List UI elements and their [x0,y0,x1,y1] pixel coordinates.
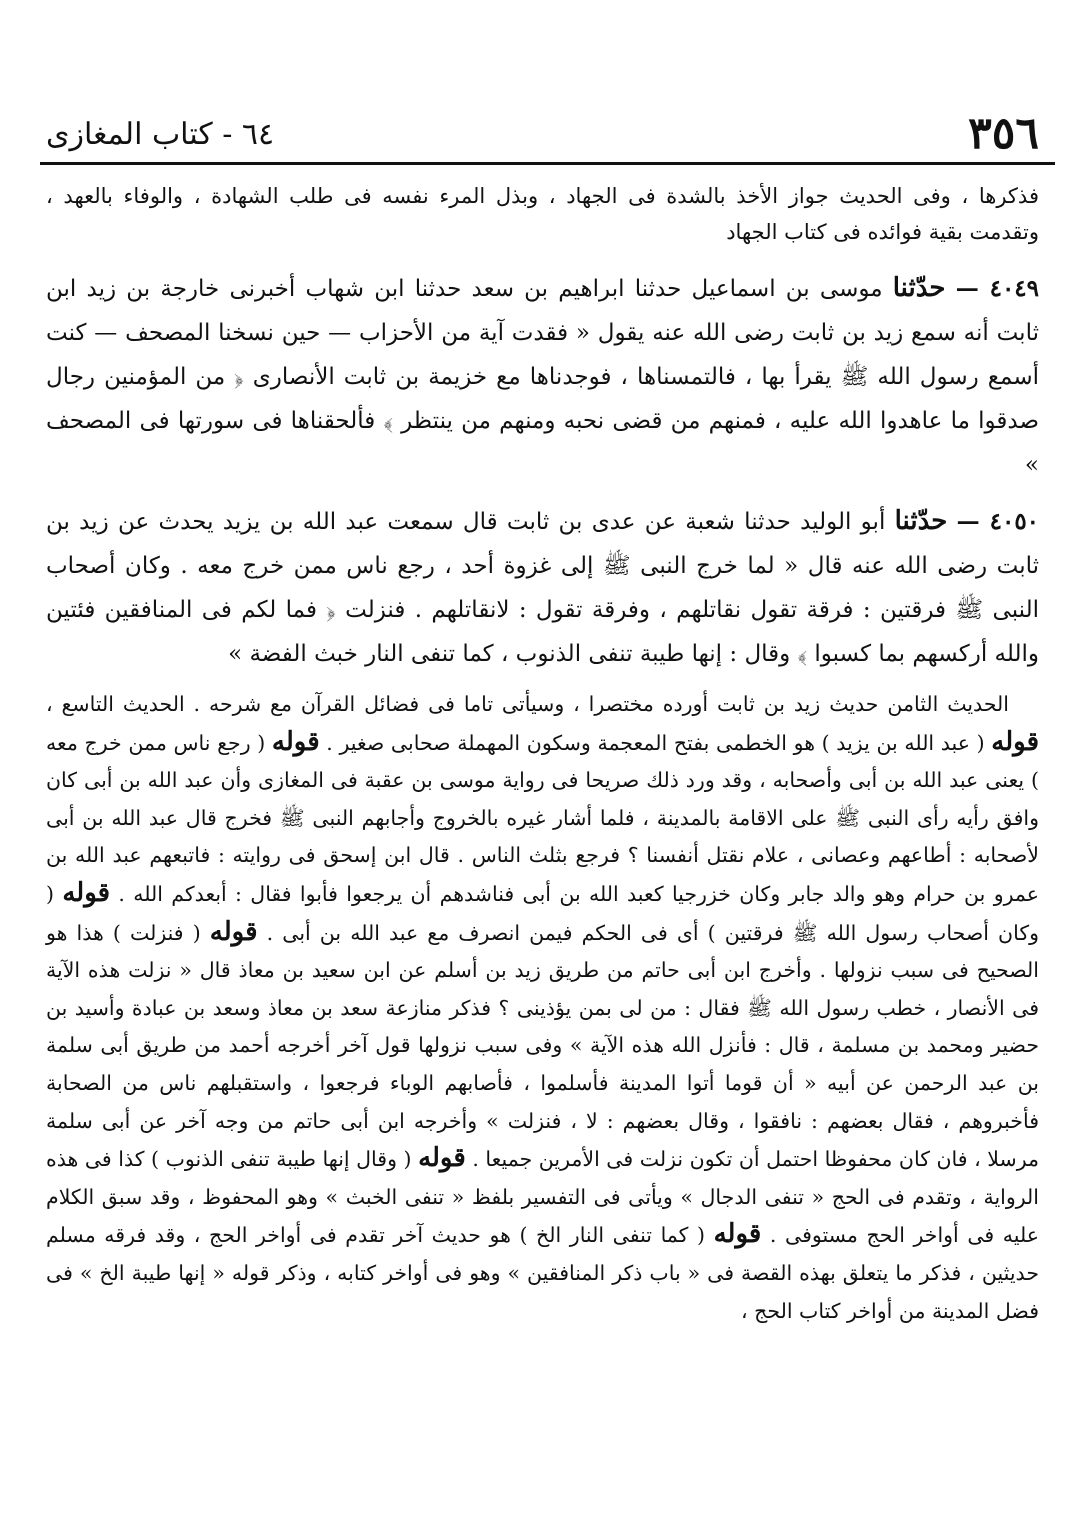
commentary-keyword: قوله [271,726,320,757]
commentary-keyword: قوله [209,916,258,947]
hadith-number: ٤٠٤٩ — [955,275,1040,302]
hadith-keyword: حدّثنا [894,506,948,536]
book-title: ٦٤ - كتاب المغازى [46,117,275,152]
hadith-text: موسى بن اسماعيل حدثنا ابراهيم بن سعد حدثنا ابن شهاب أخبرنى خارجة بن زيد ابن ثابت أنه سمع زيد بن ثابت رضى الله عنه يقول « فقدت آية من الأحزاب — حين نسخنا المصحف — كنت أسمع رسول الله ﷺ يقرأ بها ، فالتمسناها ، فوجدناها مع خزيمة بن ثابت الأنصارى ﴿ من المؤمنين رجال صدقوا ما عاهدوا الله عليه ، فمنهم من قضى نحبه ومنهم من ينتظر ﴾ فألحقناها فى سورتها فى المصحف » [46,276,1039,478]
intro-text: فذكرها ، وفى الحديث جواز الأخذ بالشدة فى الجهاد ، وبذل المرء نفسه فى طلب الشهادة ، والوفاء بالعهد ، وتقدمت بقية فوائده فى كتاب الجهاد [46,184,1039,244]
commentary-segment: ( وقال إنها طيبة تنفى الذنوب ) كذا فى هذه الرواية ، وتقدم فى الحج « تنفى الدجال » ويأتى فى التفسير بلفظ « تنفى الخبث » وهو المحفوظ ، وقد سبق الكلام عليه فى أواخر الحج مستوفى . [46,1147,1039,1248]
commentary-keyword: قوله [418,1143,466,1174]
commentary-segment: الحديث الثامن حديث زيد بن ثابت أورده مختصرا ، وسيأتى تاما فى فضائل القرآن مع شرحه . الحديث التاسع ، [46,692,1009,716]
hadith-number: ٤٠٥٠ — [956,508,1040,535]
header-rule [40,162,1055,165]
hadith-keyword: حدّثنا [892,273,946,303]
commentary-segment: ( رجع ناس ممن خرج معه ) يعنى عبد الله بن أبى وأصحابه ، وقد ورد ذلك صريحا فى رواية موسى بن عقبة فى المغازى وأن عبد الله بن أبى كان وافق رأيه رأى النبى ﷺ على الاقامة بالمدينة ، فلما أشار غيره بالخروج وأجابهم النبى ﷺ فخرج قال عبد الله بن أبى لأصحابه : أطاعهم وعصانى ، علام نقتل أنفسنا ؟ فرجع بثلث الناس . قال ابن إسحق فى روايته : فاتبعهم عبد الله بن عمرو بن حرام وهو والد جابر وكان خزرجيا كعبد الله بن أبى فناشدهم أن يرجعوا فأبوا فقال : أبعدكم الله . [46,730,1039,906]
page-header [46,96,1039,159]
commentary-section [46,686,1039,1330]
page-number: ٣٥٦ [968,108,1039,159]
commentary-keyword: قوله [991,726,1040,757]
hadith-4050 [46,499,1039,676]
intro-paragraph [46,178,1039,250]
commentary-segment: ( وكان أصحاب رسول الله ﷺ فرقتين ) أى فى الحكم فيمن انصرف مع عبد الله بن أبى . [46,881,1039,945]
commentary-keyword: قوله [713,1219,762,1250]
commentary-keyword: قوله [62,877,111,908]
commentary-segment: ( فنزلت ) هذا هو الصحيح فى سبب نزولها . وأخرج ابن أبى حاتم من طريق زيد بن أسلم عن ابن سعيد بن معاذ قال « نزلت هذه الآية فى الأنصار ، خطب رسول الله ﷺ فقال : من لى بمن يؤذينى ؟ فذكر منازعة سعد بن معاذ وسعد بن عبادة وأسيد بن حضير ومحمد بن مسلمة ، قال : فأنزل الله هذه الآية » وفى سبب نزولها قول آخر أخرجه أحمد من طريق أبى سلمة بن عبد الرحمن عن أبيه « أن قوما أتوا المدينة فأسلموا ، فأصابهم الوباء فرجعوا ، واستقبلهم ناس من الصحابة فأخبروهم ، فقال بعضهم : نافقوا ، وقال بعضهم : لا ، فنزلت » وأخرجه ابن أبى حاتم من وجه آخر عن أبى سلمة مرسلا ، فان كان محفوظا احتمل أن تكون نزلت فى الأمرين جميعا . [46,920,1039,1172]
hadith-4049 [46,266,1039,487]
hadith-text: أبو الوليد حدثنا شعبة عن عدى بن ثابت قال سمعت عبد الله بن يزيد يحدث عن زيد بن ثابت رضى الله عنه قال « لما خرج النبى ﷺ إلى غزوة أحد ، رجع ناس ممن خرج معه . وكان أصحاب النبى ﷺ فرقتين : فرقة تقول نقاتلهم ، وفرقة تقول : لانقاتلهم . فنزلت ﴿ فما لكم فى المنافقين فئتين والله أركسهم بما كسبوا ﴾ وقال : إنها طيبة تنفى الذنوب ، كما تنفى النار خبث الفضة » [46,509,1039,667]
page-content [46,178,1039,1330]
commentary-segment: ( عبد الله بن يزيد ) هو الخطمى بفتح المعجمة وسكون المهملة صحابى صغير . [319,730,992,755]
commentary-text [46,686,1039,1330]
commentary-segment: ( كما تنفى النار الخ ) هو حديث آخر تقدم فى أواخر الحج ، وقد فرقه مسلم حديثين ، فذكر ما يتعلق بهذه القصة فى « باب ذكر المنافقين » وهو فى أواخر كتابه ، وذكر قوله « إنها طيبة الخ » فى فضل المدينة من أواخر كتاب الحج ، [46,1223,1039,1323]
